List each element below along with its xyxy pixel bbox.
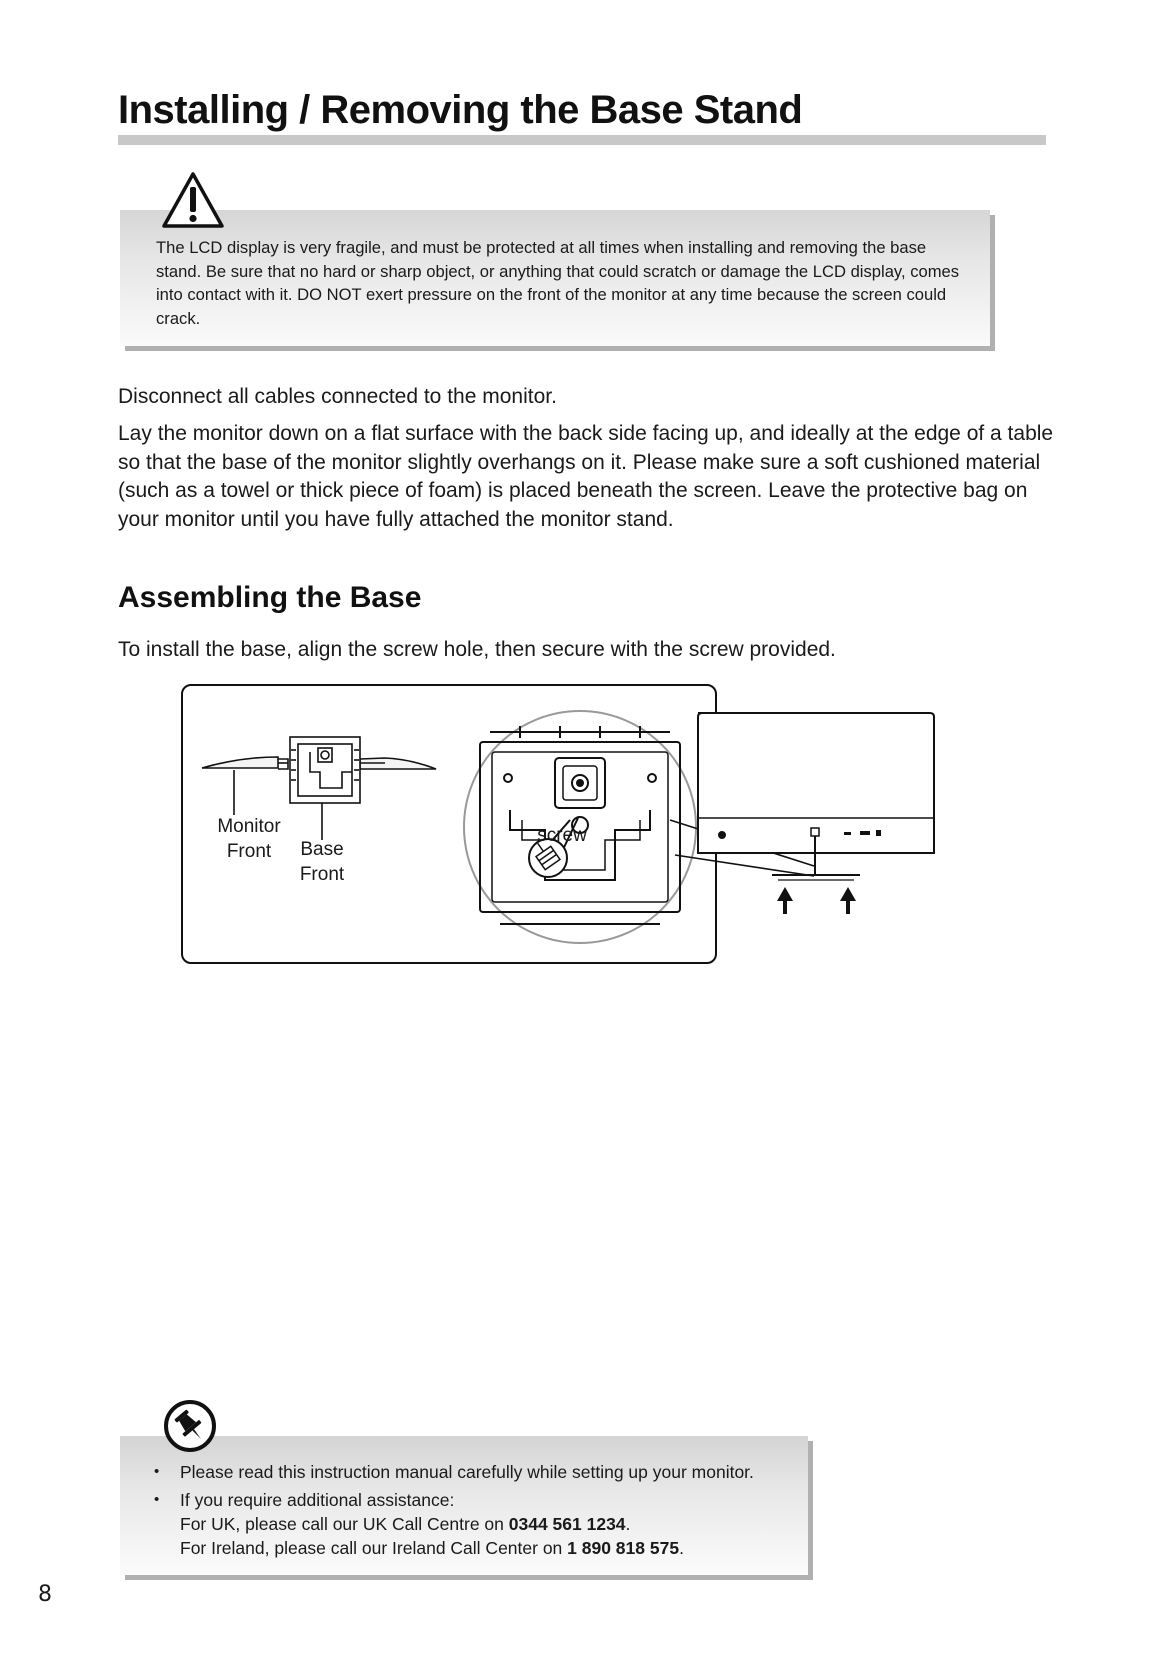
lift-arrow-left (777, 887, 793, 914)
instruction-disconnect-cables: Disconnect all cables connected to the monitor. (118, 385, 557, 408)
label-monitor-front-1: Monitor (217, 816, 281, 837)
note-item-assistance: • If you require additional assistance: For UK, please call our UK Call Centre on 0344 561 1234. For Ireland, please call our Ireland Call Center on 1 890 818 575. (152, 1488, 792, 1560)
lift-arrow-right (840, 887, 856, 914)
label-base-front-1: Base (300, 839, 344, 860)
label-monitor-front-2: Front (226, 841, 272, 862)
label-base-front-2: Front (299, 864, 345, 885)
ireland-call-centre: For Ireland, please call our Ireland Call Center on 1 890 818 575. (180, 1538, 684, 1558)
ireland-phone-number: 1 890 818 575 (567, 1538, 680, 1558)
instruction-lay-monitor-down: Lay the monitor down on a flat surface with the back side facing up, and ideally at the edge of a table so that the base of the monitor slightly overhangs on it. Please make sure a soft cushioned material (such as a towel or thick piece of foam) is placed beneath the screen. Leave the protective bag on your monitor until you have fully attached the monitor stand. (118, 422, 1054, 531)
magnified-detail (464, 711, 696, 943)
section-title: Assembling the Base (118, 581, 422, 614)
pushpin-icon (162, 1398, 218, 1454)
section-intro: To install the base, align the screw hole, then secure with the screw provided. (118, 638, 836, 661)
label-screw: screw (537, 825, 587, 846)
base-assembly-diagram (170, 680, 1000, 970)
uk-call-centre: For UK, please call our UK Call Centre on 0344 561 1234. (180, 1514, 631, 1534)
title-underline (118, 135, 1046, 145)
page-title: Installing / Removing the Base Stand (118, 88, 803, 132)
page-number: 8 (38, 1582, 52, 1607)
warning-triangle-icon (160, 170, 226, 230)
uk-phone-number: 0344 561 1234 (508, 1514, 626, 1534)
note-list (152, 1460, 792, 1564)
monitor-back-view (698, 713, 934, 880)
caution-text: The LCD display is very fragile, and must be protected at all times when installing and removing the base stand. Be sure that no hard or sharp object, or anything that could scratch or damage the LCD display, comes into contact with it. DO NOT exert pressure on the front of the monitor at any time because the screen could crack. (156, 238, 960, 328)
note-item-read-manual: • Please read this instruction manual carefully while setting up your monitor. (152, 1460, 792, 1484)
